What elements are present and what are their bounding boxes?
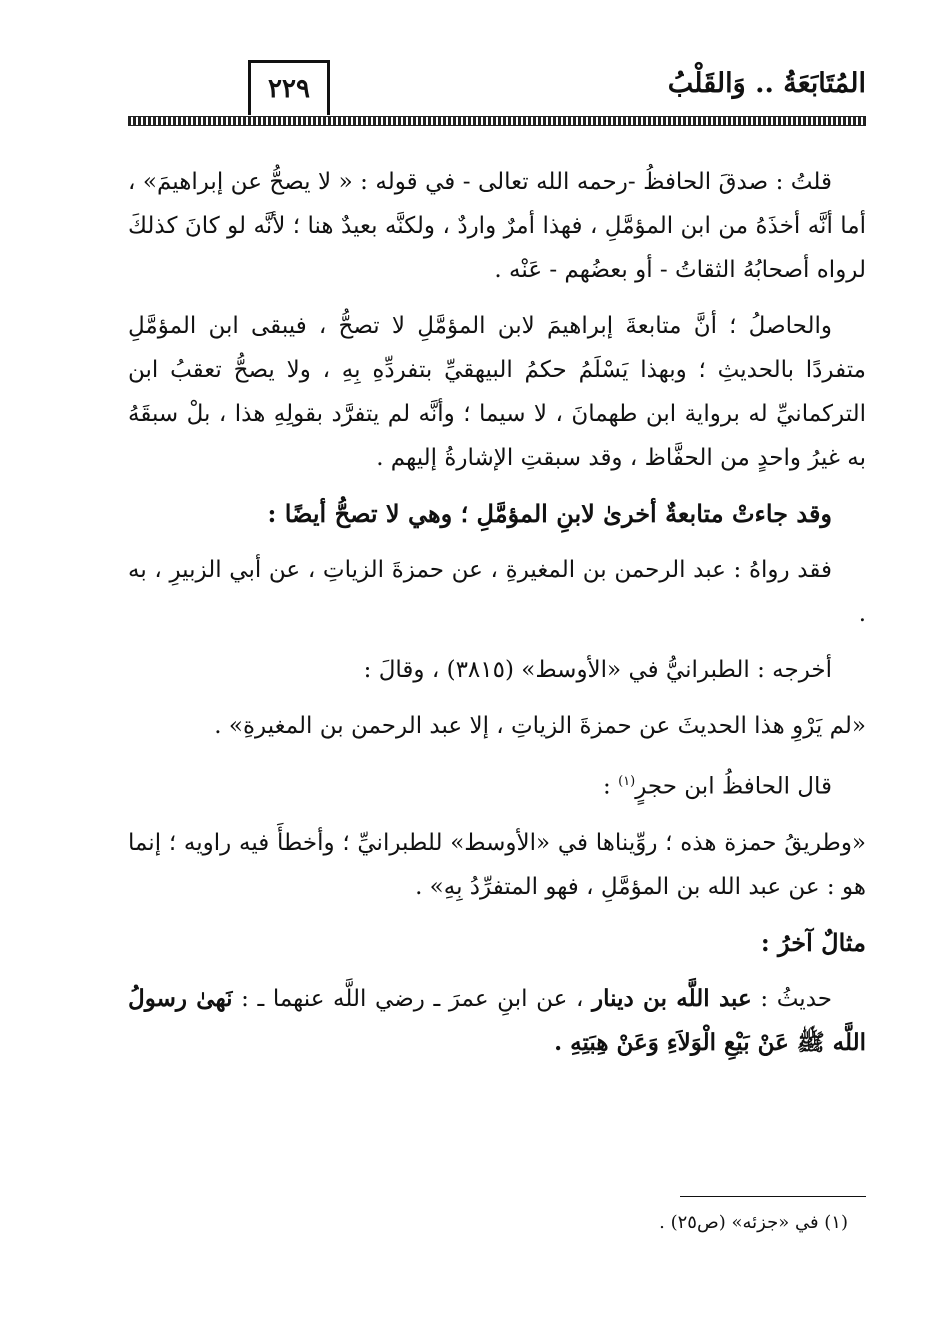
paragraph-3-heading: وقد جاءتْ متابعةٌ أخرىٰ لابنِ المؤمَّلِ ؛ وهي لا تصحُّ أيضًا : xyxy=(267,499,832,528)
hadith-intro: حديثُ : xyxy=(751,985,832,1012)
running-title: المُتَابَعَةُ .. وَالقَلْبُ xyxy=(667,68,866,99)
paragraph-8-quote: «وطريقُ حمزة هذه ؛ روِّيناها في «الأوسط» للطبرانيِّ ؛ وأخطأَ فيه راويه ؛ إنما هو : عن عبد الله بن المؤمَّلِ ، فهو المتفرِّدُ بِهِ» . xyxy=(128,829,866,900)
paragraph-10 xyxy=(128,977,866,1065)
paragraph-2: والحاصلُ ؛ أنَّ متابعةَ إبراهيمَ لابن المؤمَّلِ لا تصحُّ ، فيبقى ابن المؤمَّلِ متفردًا بالحديثِ ؛ وبهذا يَسْلَمُ حكمُ البيهقيِّ بتفردِّهِ بِهِ ، ولا يصحُّ تعقبُ ابن التركمانيِّ له برواية ابن طهمانَ ، لا سيما ؛ وأنَّه لم يتفرَّد بقولِهِ هذا ، بلْ سبقَهُ به غيرُ واحدٍ من الحفَّاظ ، وقد سبقتِ الإشارةُ إليهم . xyxy=(128,313,866,471)
page-header xyxy=(128,60,866,140)
paragraph-7-end: : xyxy=(603,773,619,800)
paragraph-4: فقد رواهُ : عبد الرحمن بن المغيرةِ ، عن حمزةَ الزياتِ ، عن أبي الزبيرِ ، به . xyxy=(128,557,866,627)
footnote-rule xyxy=(680,1196,866,1197)
narrator-name: عبد اللَّه بن دينار xyxy=(592,984,752,1012)
hadith-chain: ، عن ابنِ عمرَ ـ رضي اللَّه عنهما ـ : xyxy=(232,985,593,1012)
page-number: ٢٢٩ xyxy=(248,60,330,115)
paragraph-5: أخرجه : الطبرانيُّ في «الأوسط» (٣٨١٥) ، وقالَ : xyxy=(363,657,832,683)
hadith-text: نَهىٰ رسولُ اللَّه ﷺ عَنْ بَيْعِ الْوَلاَءِ وَعَنْ هِبَتِهِ . xyxy=(128,984,866,1056)
paragraph-7-text: قال الحافظُ ابن حجرٍ xyxy=(635,773,832,800)
footnote: (١) في «جزئه» (ص٢٥) . xyxy=(659,1212,848,1233)
paragraph-1: قلتُ : صدقَ الحافظُ -رحمه الله تعالى - في قوله : « لا يصحُّ عن إبراهيمَ» ، أما أنَّه أخذَهُ من ابن المؤمَّلِ ، فهذا أمرٌ واردٌ ، ولكنَّه بعيدٌ هنا ؛ لأنَّه لو كانَ كذلكَ لرواه أصحابُهُ الثقاتُ - أو بعضُهم - عَنْه . xyxy=(128,169,866,283)
example-heading: مثالٌ آخرُ : xyxy=(760,927,866,957)
footnote-reference: (١) xyxy=(618,774,636,789)
body-text xyxy=(128,160,866,1077)
header-rule xyxy=(128,116,866,126)
paragraph-7 xyxy=(128,760,866,809)
paragraph-6-quote: «لم يَرْوِ هذا الحديثَ عن حمزةَ الزياتِ ، إلا عبد الرحمن بن المغيرةِ» . xyxy=(214,713,866,739)
